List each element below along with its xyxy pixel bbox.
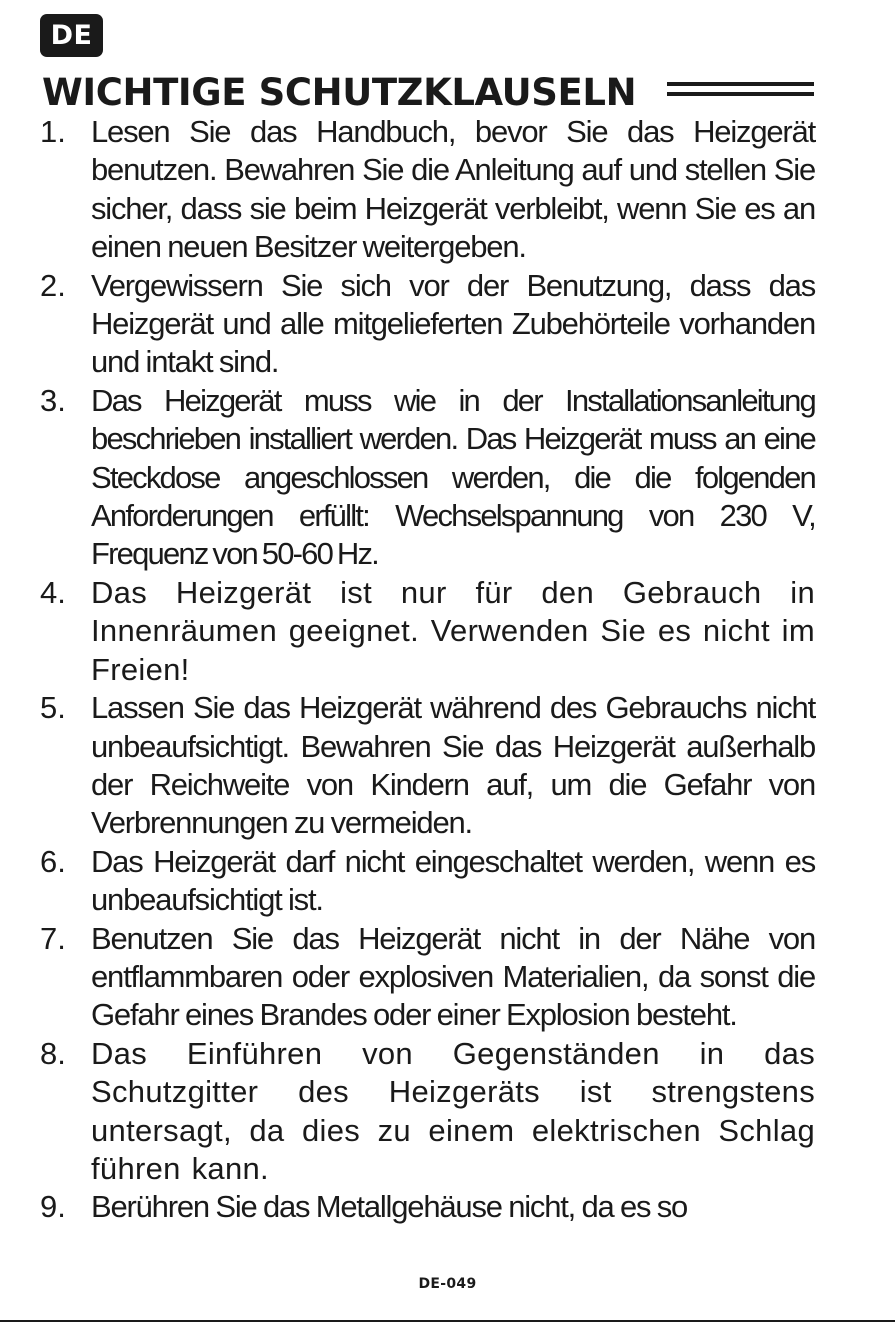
list-item-number: 5. bbox=[40, 690, 66, 726]
title-double-rule bbox=[667, 82, 814, 97]
list-item-text: Berühren Sie das Metallgehäuse nicht, da es so bbox=[91, 1189, 688, 1225]
title-rule-bottom bbox=[667, 92, 814, 96]
list-item bbox=[40, 689, 815, 843]
list-item-text: Vergewissern Sie sich vor der Benutzung, dass das Heizgerät und alle mitgelieferten Zubehörteile vorhanden und intakt sind. bbox=[91, 267, 815, 380]
footer-rule bbox=[0, 1320, 895, 1322]
list-item-text: Lassen Sie das Heizgerät während des Gebrauchs nicht unbeaufsichtigt. Bewahren Sie das Heizgerät außerhalb der Reichweite von Kindern auf, um die Gefahr von Verbrennungen zu vermeiden. bbox=[91, 690, 815, 841]
list-item-number: 8. bbox=[40, 1035, 66, 1071]
list-item-number: 7. bbox=[40, 920, 66, 956]
list-item bbox=[40, 574, 815, 689]
page-number: DE-049 bbox=[418, 1276, 477, 1292]
list-item-number: 3. bbox=[40, 382, 66, 418]
list-item-text: Lesen Sie das Handbuch, bevor Sie das Heizgerät benutzen. Bewahren Sie die Anleitung auf und stellen Sie sicher, dass sie beim Heizgerät verbleibt, wenn Sie es an einen neuen Besitzer weitergeben. bbox=[91, 114, 815, 265]
language-badge: DE bbox=[40, 14, 103, 57]
safety-list bbox=[40, 113, 815, 1227]
list-item bbox=[40, 920, 815, 1035]
list-item bbox=[40, 1035, 815, 1189]
list-item bbox=[40, 113, 815, 267]
list-item-text: Benutzen Sie das Heizgerät nicht in der Nähe von entflammbaren oder explosiven Materialien, da sonst die Gefahr eines Brandes oder einer Explosion besteht. bbox=[91, 920, 815, 1033]
list-item-text: Das Einführen von Gegenständen in das Schutzgitter des Heizgeräts ist strengstens untersagt, da dies zu einem elektrischen Schlag führen kann. bbox=[91, 1035, 815, 1186]
list-item-text: Das Heizgerät muss wie in der Installationsanleitung beschrieben installiert werden. Das Heizgerät muss an eine Steckdose angeschlossen werden, die die folgenden Anforderungen erfüllt: Wechselspannung von 230 V, Frequenz von 50-60 Hz. bbox=[91, 382, 815, 572]
list-item bbox=[40, 267, 815, 382]
list-item bbox=[40, 843, 815, 920]
list-item bbox=[40, 382, 815, 574]
title-rule-top bbox=[667, 82, 814, 86]
list-item-text: Das Heizgerät darf nicht eingeschaltet werden, wenn es unbeaufsichtigt ist. bbox=[91, 843, 815, 918]
list-item-number: 6. bbox=[40, 843, 66, 879]
list-item bbox=[40, 1188, 815, 1226]
list-item-number: 9. bbox=[40, 1189, 66, 1225]
list-item-number: 4. bbox=[40, 574, 66, 610]
list-item-number: 2. bbox=[40, 267, 66, 303]
list-item-number: 1. bbox=[40, 114, 66, 149]
list-item-text: Das Heizgerät ist nur für den Gebrauch in Innenräumen geeignet. Verwenden Sie es nicht im Freien! bbox=[91, 574, 815, 687]
page-title: WICHTIGE SCHUTZKLAUSELN bbox=[42, 71, 637, 114]
